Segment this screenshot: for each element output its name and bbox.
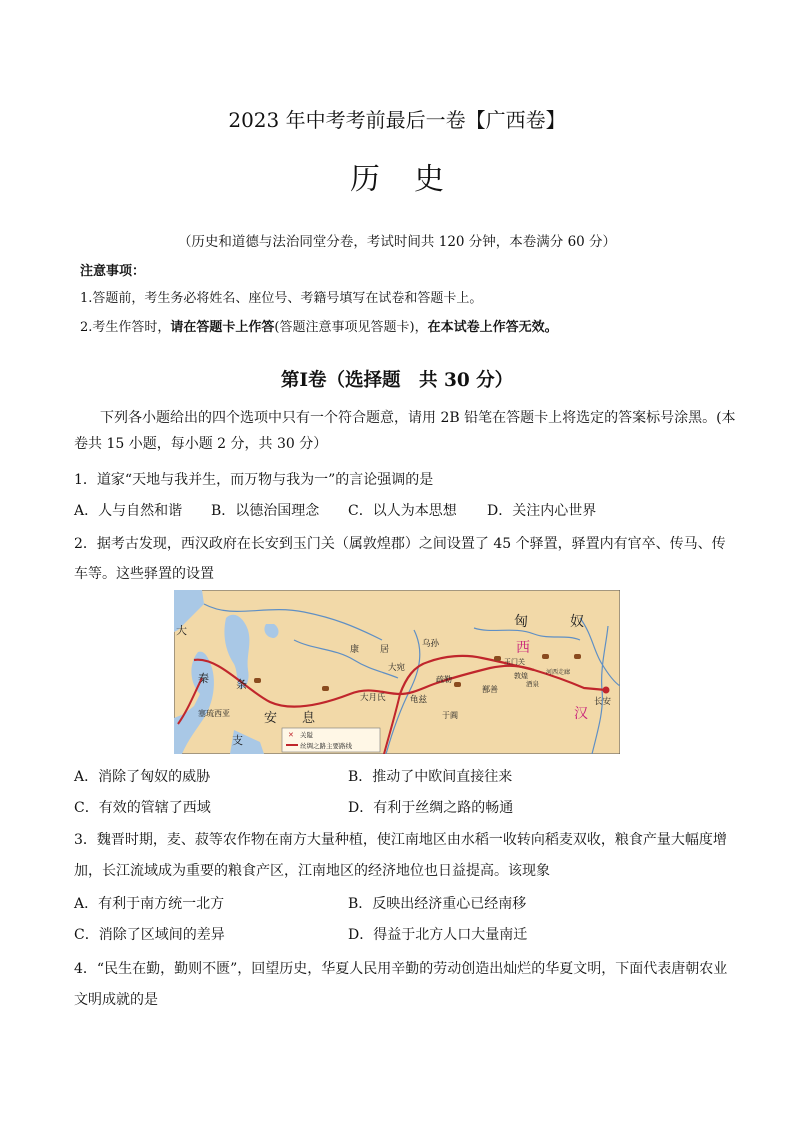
notice-heading: 注意事项： — [80, 264, 146, 279]
question-3-option-d: D．得益于北方人口大量南迁 — [348, 927, 528, 943]
question-1-option-d: D．关注内心世界 — [487, 503, 597, 519]
map-label-shanshan: 鄯善 — [482, 685, 498, 694]
silk-road-map-svg — [174, 590, 620, 754]
section-title: 第Ⅰ卷（选择题 共 30 分） — [280, 370, 514, 391]
map-label-wusun: 乌孙 — [422, 639, 440, 649]
map-label-han: 汉 — [574, 706, 588, 722]
question-2-stem-line-2: 车等。这些驿置的设置 — [74, 566, 214, 582]
notice-item-2-bold-2: 在本试卷上作答无效。 — [427, 320, 558, 335]
map-legend — [282, 728, 380, 752]
map-label-qiuci: 龟兹 — [410, 695, 428, 705]
map-legend-pass: 关隘 — [300, 731, 313, 739]
map-label-dunhuang: 敦煌 — [514, 672, 528, 680]
silk-road-map — [174, 590, 620, 754]
subject-title: 历史 — [350, 162, 478, 197]
map-label-seleucia: 塞琉西亚 — [198, 709, 230, 718]
map-legend-pass-icon: ✕ — [288, 731, 294, 739]
question-3-stem-line-1: 3．魏晋时期，麦、菽等农作物在南方大量种植，使江南地区由水稻一收转向稻麦双收，粮食产量大幅度增 — [74, 832, 727, 848]
question-1-option-c: C．以人为本思想 — [348, 503, 457, 519]
notice-item-2-prefix: 2.考生作答时， — [80, 320, 171, 335]
map-label-shule: 疏勒 — [436, 675, 452, 684]
question-1-option-b: B．以德治国理念 — [211, 503, 320, 519]
notice-item-1: 1.答题前，考生务必将姓名、座位号、考籍号填写在试卷和答题卡上。 — [80, 291, 483, 306]
question-2-option-b: B．推动了中欧间直接往来 — [348, 769, 513, 785]
instruction-line-1: 下列各小题给出的四个选项中只有一个符合题意，请用 2B 铅笔在答题卡上将选定的答案标号涂黑。(本 — [100, 410, 736, 426]
map-label-xiongnu-1: 匈 — [514, 614, 528, 630]
map-label-qin: 秦 — [198, 672, 209, 685]
map-label-da: 大 — [176, 624, 187, 637]
exam-title: 2023 年中考考前最后一卷【广西卷】 — [228, 108, 566, 132]
map-label-jiuquan: 酒泉 — [526, 680, 539, 688]
question-2-option-a: A．消除了匈奴的威胁 — [74, 769, 211, 785]
map-label-dayuan: 大宛 — [388, 663, 406, 673]
question-2-option-d: D．有利于丝绸之路的畅通 — [348, 800, 514, 816]
notice-item-2 — [80, 316, 558, 335]
map-label-xi: 西 — [516, 640, 530, 656]
instruction-line-2: 卷共 15 小题，每小题 2 分，共 30 分） — [74, 436, 328, 452]
map-label-yumenguan: 玉门关 — [504, 658, 525, 666]
map-label-xiongnu-2: 奴 — [570, 614, 584, 630]
question-3-option-a: A．有利于南方统一北方 — [74, 896, 225, 912]
map-label-kang: 康 — [350, 645, 360, 655]
notice-item-2-bold-1: 请在答题卡上作答 — [170, 320, 275, 335]
map-label-yutian: 于阗 — [442, 711, 458, 720]
map-changan-dot — [603, 687, 610, 694]
map-legend-route: 丝绸之路主要路线 — [300, 742, 352, 750]
exam-note: （历史和道德与法治同堂分卷，考试时间共 120 分钟，本卷满分 60 分） — [177, 234, 617, 250]
question-1-option-a: A．人与自然和谐 — [74, 503, 183, 519]
question-4-stem-line-1: 4．“民生在勤，勤则不匮”，回望历史，华夏人民用辛勤的劳动创造出灿烂的华夏文明，下面代表唐朝农业 — [74, 961, 728, 977]
question-4-stem-line-2: 文明成就的是 — [74, 992, 158, 1008]
question-3-option-c: C．消除了区域间的差异 — [74, 927, 225, 943]
map-label-changan: 长安 — [594, 697, 612, 707]
map-label-tiao: 条 — [236, 678, 247, 691]
map-label-anxi-1: 安 — [264, 711, 278, 726]
map-label-dayuezhi: 大月氏 — [360, 693, 386, 703]
map-label-anxi-2: 息 — [302, 711, 316, 726]
question-3-stem-line-2: 加，长江流域成为重要的粮食产区，江南地区的经济地位也日益提高。该现象 — [74, 863, 550, 879]
question-2-option-c: C．有效的管辖了西域 — [74, 800, 211, 816]
map-label-hexi: 河西走廊 — [546, 669, 571, 676]
notice-item-2-mid: (答题注意事项见答题卡)， — [274, 320, 428, 335]
map-label-zhi: 支 — [232, 734, 243, 747]
question-3-option-b: B．反映出经济重心已经南移 — [348, 896, 527, 912]
question-2-stem-line-1: 2．据考古发现，西汉政府在长安到玉门关（属敦煌郡）之间设置了 45 个驿置，驿置内有官卒、传马、传 — [74, 536, 726, 552]
question-1-stem: 1．道家“天地与我并生，而万物与我为一”的言论强调的是 — [74, 472, 434, 488]
map-label-ju: 居 — [380, 645, 390, 655]
